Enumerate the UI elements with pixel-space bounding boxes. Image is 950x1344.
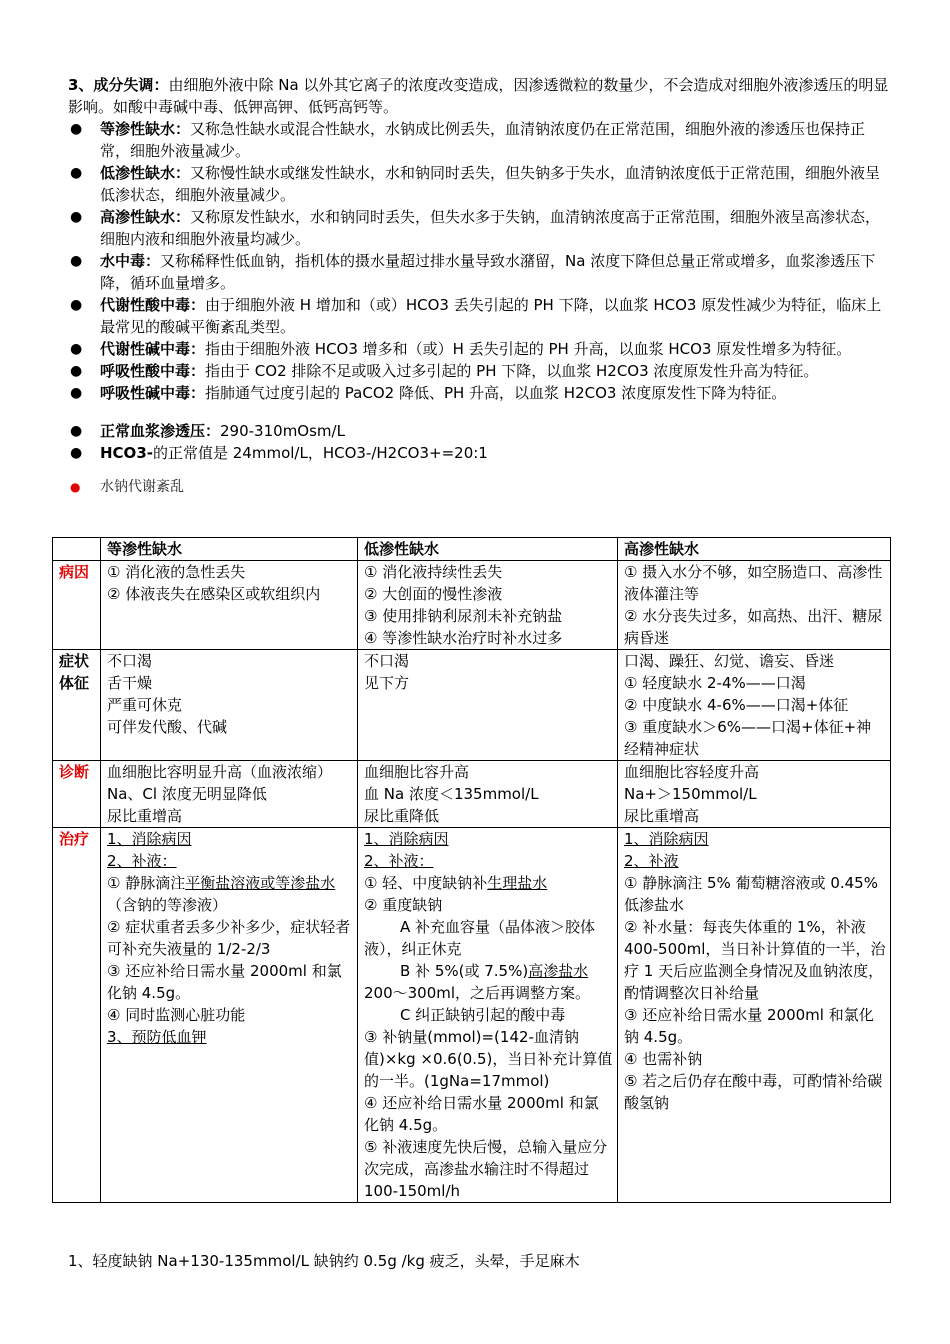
bullet-icon: ●	[70, 165, 83, 181]
table-cell: 1、消除病因 2、补液： ① 静脉滴注平衡盐溶液或等渗盐水（含钠的等渗液） ② 症状重者丢多少补多少，症状轻者可补充失液量的 1/2-2/3 ③ 还应补给日需水量 2000ml 和氯化钠 4.5g。 ④ 同时监测心脏功能 3、预防低血钾	[101, 828, 358, 1203]
table-row	[53, 561, 891, 650]
bullet-icon: ●	[70, 121, 83, 137]
intro-heading: 3、成分失调：	[68, 76, 169, 94]
footer-note: 1、轻度缺钠 Na+130-135mmol/L 缺钠约 0.5g /kg 疲乏，头晕，手足麻木	[68, 1252, 580, 1270]
list-item	[68, 118, 890, 162]
table-caption	[68, 476, 890, 498]
list-item	[68, 338, 890, 360]
term: 正常血浆渗透压：	[100, 422, 221, 440]
term: HCO3-	[100, 444, 153, 462]
list-item	[68, 250, 890, 294]
table-row	[53, 828, 891, 1203]
list-item	[68, 162, 890, 206]
term: 高渗性缺水：	[100, 208, 191, 226]
table-cell: 血细胞比容明显升高（血液浓缩） Na、Cl 浓度无明显降低 尿比重增高	[101, 761, 358, 828]
table-row	[53, 761, 891, 828]
list-item	[68, 294, 890, 338]
red-bullet-icon: ●	[70, 480, 81, 494]
bullet-icon: ●	[70, 423, 83, 439]
definition: 指由于 CO2 排除不足或吸入过多引起的 PH 下降，以血浆 H2CO3 浓度原发性升高为特征。	[205, 362, 819, 380]
definition: 290-310mOsm/L	[220, 422, 345, 440]
table-cell: ① 消化液持续性丢失 ② 大创面的慢性渗液 ③ 使用排钠利尿剂未补充钠盐 ④ 等渗性缺水治疗时补水过多	[358, 561, 618, 650]
table-header-row	[53, 538, 891, 561]
intro-text: 由细胞外液中除 Na 以外其它离子的浓度改变造成，因渗透微粒的数量少，不会造成对细胞外液渗透压的明显影响。如酸中毒碱中毒、低钾高钾、低钙高钙等。	[68, 76, 889, 116]
bullet-icon: ●	[70, 297, 83, 313]
normal-values-list	[68, 420, 890, 464]
list-item	[68, 360, 890, 382]
table-cell: 不口渴 舌干燥 严重可休克 可伴发代酸、代碱	[101, 650, 358, 761]
definition: 又称原发性缺水，水和钠同时丢失，但失水多于失钠，血清钠浓度高于正常范围，细胞外液呈高渗状态，细胞内液和细胞外液量均减少。	[100, 208, 881, 248]
definition: 指由于细胞外液 HCO3 增多和（或）H 丢失引起的 PH 升高，以血浆 HCO3 原发性增多为特征。	[205, 340, 852, 358]
header-cell: 高渗性缺水	[618, 538, 891, 561]
definition: 又称急性缺水或混合性缺水，水钠成比例丢失，血清钠浓度仍在正常范围，细胞外液的渗透压也保持正常，细胞外液量减少。	[100, 120, 866, 160]
table-cell: ① 消化液的急性丢失 ② 体液丧失在感染区或软组织内	[101, 561, 358, 650]
term: 低渗性缺水：	[100, 164, 191, 182]
row-label: 症状体征	[53, 650, 101, 761]
term: 等渗性缺水：	[100, 120, 191, 138]
header-cell	[53, 538, 101, 561]
definition: 由于细胞外液 H 增加和（或）HCO3 丢失引起的 PH 下降，以血浆 HCO3 原发性减少为特征，临床上最常见的酸碱平衡紊乱类型。	[100, 296, 882, 336]
list-item	[68, 206, 890, 250]
list-item	[68, 442, 890, 464]
term: 水中毒：	[100, 252, 161, 270]
water-sodium-table	[52, 537, 891, 1203]
bullet-icon: ●	[70, 445, 83, 461]
bullet-icon: ●	[70, 253, 83, 269]
table-row	[53, 650, 891, 761]
table-cell: 1、消除病因 2、补液： ① 轻、中度缺钠补生理盐水 ② 重度缺钠 A 补充血容量（晶体液＞胶体液），纠正休克 B 补 5%(或 7.5%)高渗盐水 200～300ml，之后再调整方案。 C 纠正缺钠引起的酸中毒 ③ 补钠量(mmol)=(142-血清钠值)×kg ×0.6(0.5)，当日补充计算值的一半。(1gNa=17mmol) ④ 还应补给日需水量 2000ml 和氯化钠 4.5g。 ⑤ 补液速度先快后慢，总输入量应分次完成，高渗盐水输注时不得超过 100-150ml/h	[358, 828, 618, 1203]
definition: 指肺通气过度引起的 PaCO2 降低、PH 升高，以血浆 H2CO3 浓度原发性下降为特征。	[205, 384, 787, 402]
table-cell: 血细胞比容升高 血 Na 浓度＜135mmol/L 尿比重降低	[358, 761, 618, 828]
row-label: 诊断	[53, 761, 101, 828]
header-cell: 低渗性缺水	[358, 538, 618, 561]
term: 代谢性酸中毒：	[100, 296, 206, 314]
row-label: 病因	[53, 561, 101, 650]
row-label: 治疗	[53, 828, 101, 1203]
term: 代谢性碱中毒：	[100, 340, 206, 358]
document-body	[68, 74, 890, 498]
bullet-icon: ●	[70, 385, 83, 401]
caption-text: 水钠代谢紊乱	[100, 479, 184, 495]
table-cell: 血细胞比容轻度升高 Na+＞150mmol/L 尿比重增高	[618, 761, 891, 828]
definition: 又称稀释性低血钠，指机体的摄水量超过排水量导致水潴留，Na 浓度下降但总量正常或增多，血浆渗透压下降，循环血量增多。	[100, 252, 876, 292]
bullet-icon: ●	[70, 363, 83, 379]
term: 呼吸性碱中毒：	[100, 384, 206, 402]
definition: 又称慢性缺水或继发性缺水，水和钠同时丢失，但失钠多于失水，血清钠浓度低于正常范围，细胞外液呈低渗状态，细胞外液量减少。	[100, 164, 881, 204]
table-cell: 口渴、躁狂、幻觉、谵妄、昏迷 ① 轻度缺水 2-4%——口渴 ② 中度缺水 4-6%——口渴+体征 ③ 重度缺水＞6%——口渴+体征+神经精神症状	[618, 650, 891, 761]
definition: 的正常值是 24mmol/L，HCO3-/H2CO3+=20:1	[152, 444, 488, 462]
table-cell: ① 摄入水分不够，如空肠造口、高渗性液体灌注等 ② 水分丧失过多，如高热、出汗、糖尿病昏迷	[618, 561, 891, 650]
intro-paragraph	[68, 74, 890, 118]
term: 呼吸性酸中毒：	[100, 362, 206, 380]
bullet-icon: ●	[70, 341, 83, 357]
table-cell: 不口渴 见下方	[358, 650, 618, 761]
definition-list	[68, 118, 890, 404]
list-item	[68, 382, 890, 404]
header-cell: 等渗性缺水	[101, 538, 358, 561]
bullet-icon: ●	[70, 209, 83, 225]
table-cell: 1、消除病因 2、补液 ① 静脉滴注 5% 葡萄糖溶液或 0.45%低渗盐水 ② 补水量：每丧失体重的 1%，补液 400-500ml，当日补计算值的一半，治疗 1 天后应监测全身情况及血钠浓度，酌情调整次日补给量 ③ 还应补给日需水量 2000ml 和氯化钠 4.5g。 ④ 也需补钠 ⑤ 若之后仍存在酸中毒，可酌情补给碳酸氢钠	[618, 828, 891, 1203]
list-item	[68, 420, 890, 442]
